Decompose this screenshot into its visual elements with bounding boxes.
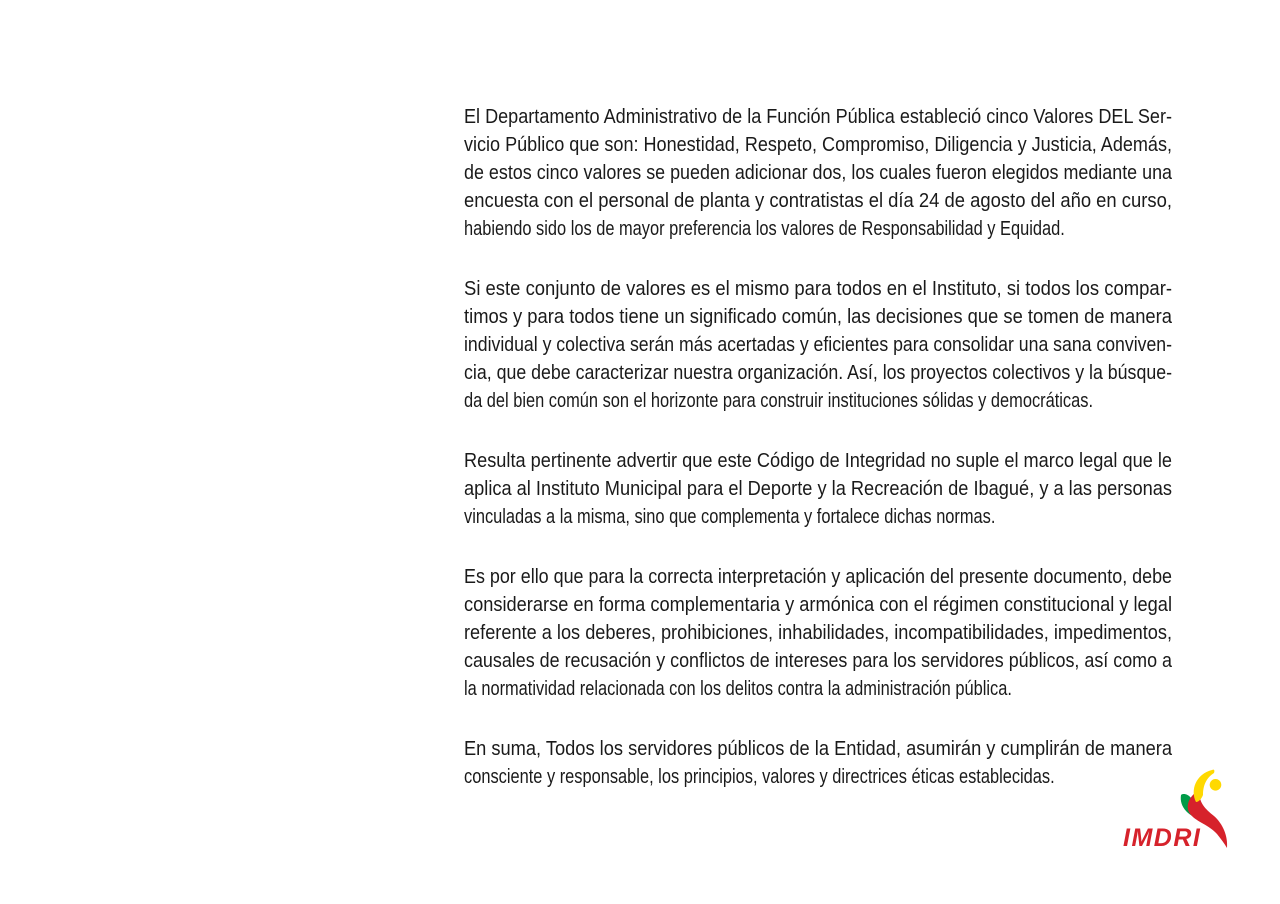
text-line: En suma, Todos los servidores públicos de la Entidad, asumirán y cumplirán de manera [464,738,1172,760]
imdri-logo [1118,762,1240,862]
text-line: causales de recusación y conflictos de intereses para los servidores públicos, así como a [464,650,1172,672]
imdri-figure-icon [1118,762,1240,862]
text-line: de estos cinco valores se pueden adicionar dos, los cuales fueron elegidos mediante una [464,162,1172,184]
paragraph [464,447,1172,531]
text-line: timos y para todos tiene un significado común, las decisiones que se tomen de manera [464,306,1172,328]
text-line: habiendo sido los de mayor preferencia los valores de Responsabilidad y Equidad. [464,218,1065,240]
text-line: vinculadas a la misma, sino que complementa y fortalece dichas normas. [464,506,996,528]
text-line: la normatividad relacionada con los delitos contra la administración pública. [464,678,1012,700]
text-line: El Departamento Administrativo de la Función Pública estableció cinco Valores DEL Ser- [464,106,1172,128]
text-line: encuesta con el personal de planta y contratistas el día 24 de agosto del año en curso, [464,190,1172,212]
text-line: da del bien común son el horizonte para construir instituciones sólidas y democráticas. [464,390,1094,412]
text-line: consciente y responsable, los principios, valores y directrices éticas establecidas. [464,766,1055,788]
logo-head-circle [1210,779,1222,791]
paragraph [464,275,1172,415]
paragraph [464,563,1172,703]
text-line: aplica al Instituto Municipal para el Deporte y la Recreación de Ibagué, y a las personas [464,478,1172,500]
text-line: individual y colectiva serán más acertadas y eficientes para consolidar una sana conviven- [464,334,1172,356]
paragraph [464,103,1172,243]
text-line: Es por ello que para la correcta interpretación y aplicación del presente documento, debe [464,566,1172,588]
text-line: Si este conjunto de valores es el mismo para todos en el Instituto, si todos los compar- [464,278,1172,300]
text-line: referente a los deberes, prohibiciones, inhabilidades, incompatibilidades, impedimentos, [464,622,1172,644]
paragraph [464,735,1172,791]
document-body [464,103,1172,823]
text-line: vicio Público que son: Honestidad, Respeto, Compromiso, Diligencia y Justicia, Además, [464,134,1172,156]
text-line: cia, que debe caracterizar nuestra organización. Así, los proyectos colectivos y la búsque- [464,362,1172,384]
text-line: considerarse en forma complementaria y armónica con el régimen constitucional y legal [464,594,1172,616]
text-line: Resulta pertinente advertir que este Código de Integridad no suple el marco legal que le [464,450,1172,472]
imdri-wordmark: IMDRI [1123,824,1202,852]
